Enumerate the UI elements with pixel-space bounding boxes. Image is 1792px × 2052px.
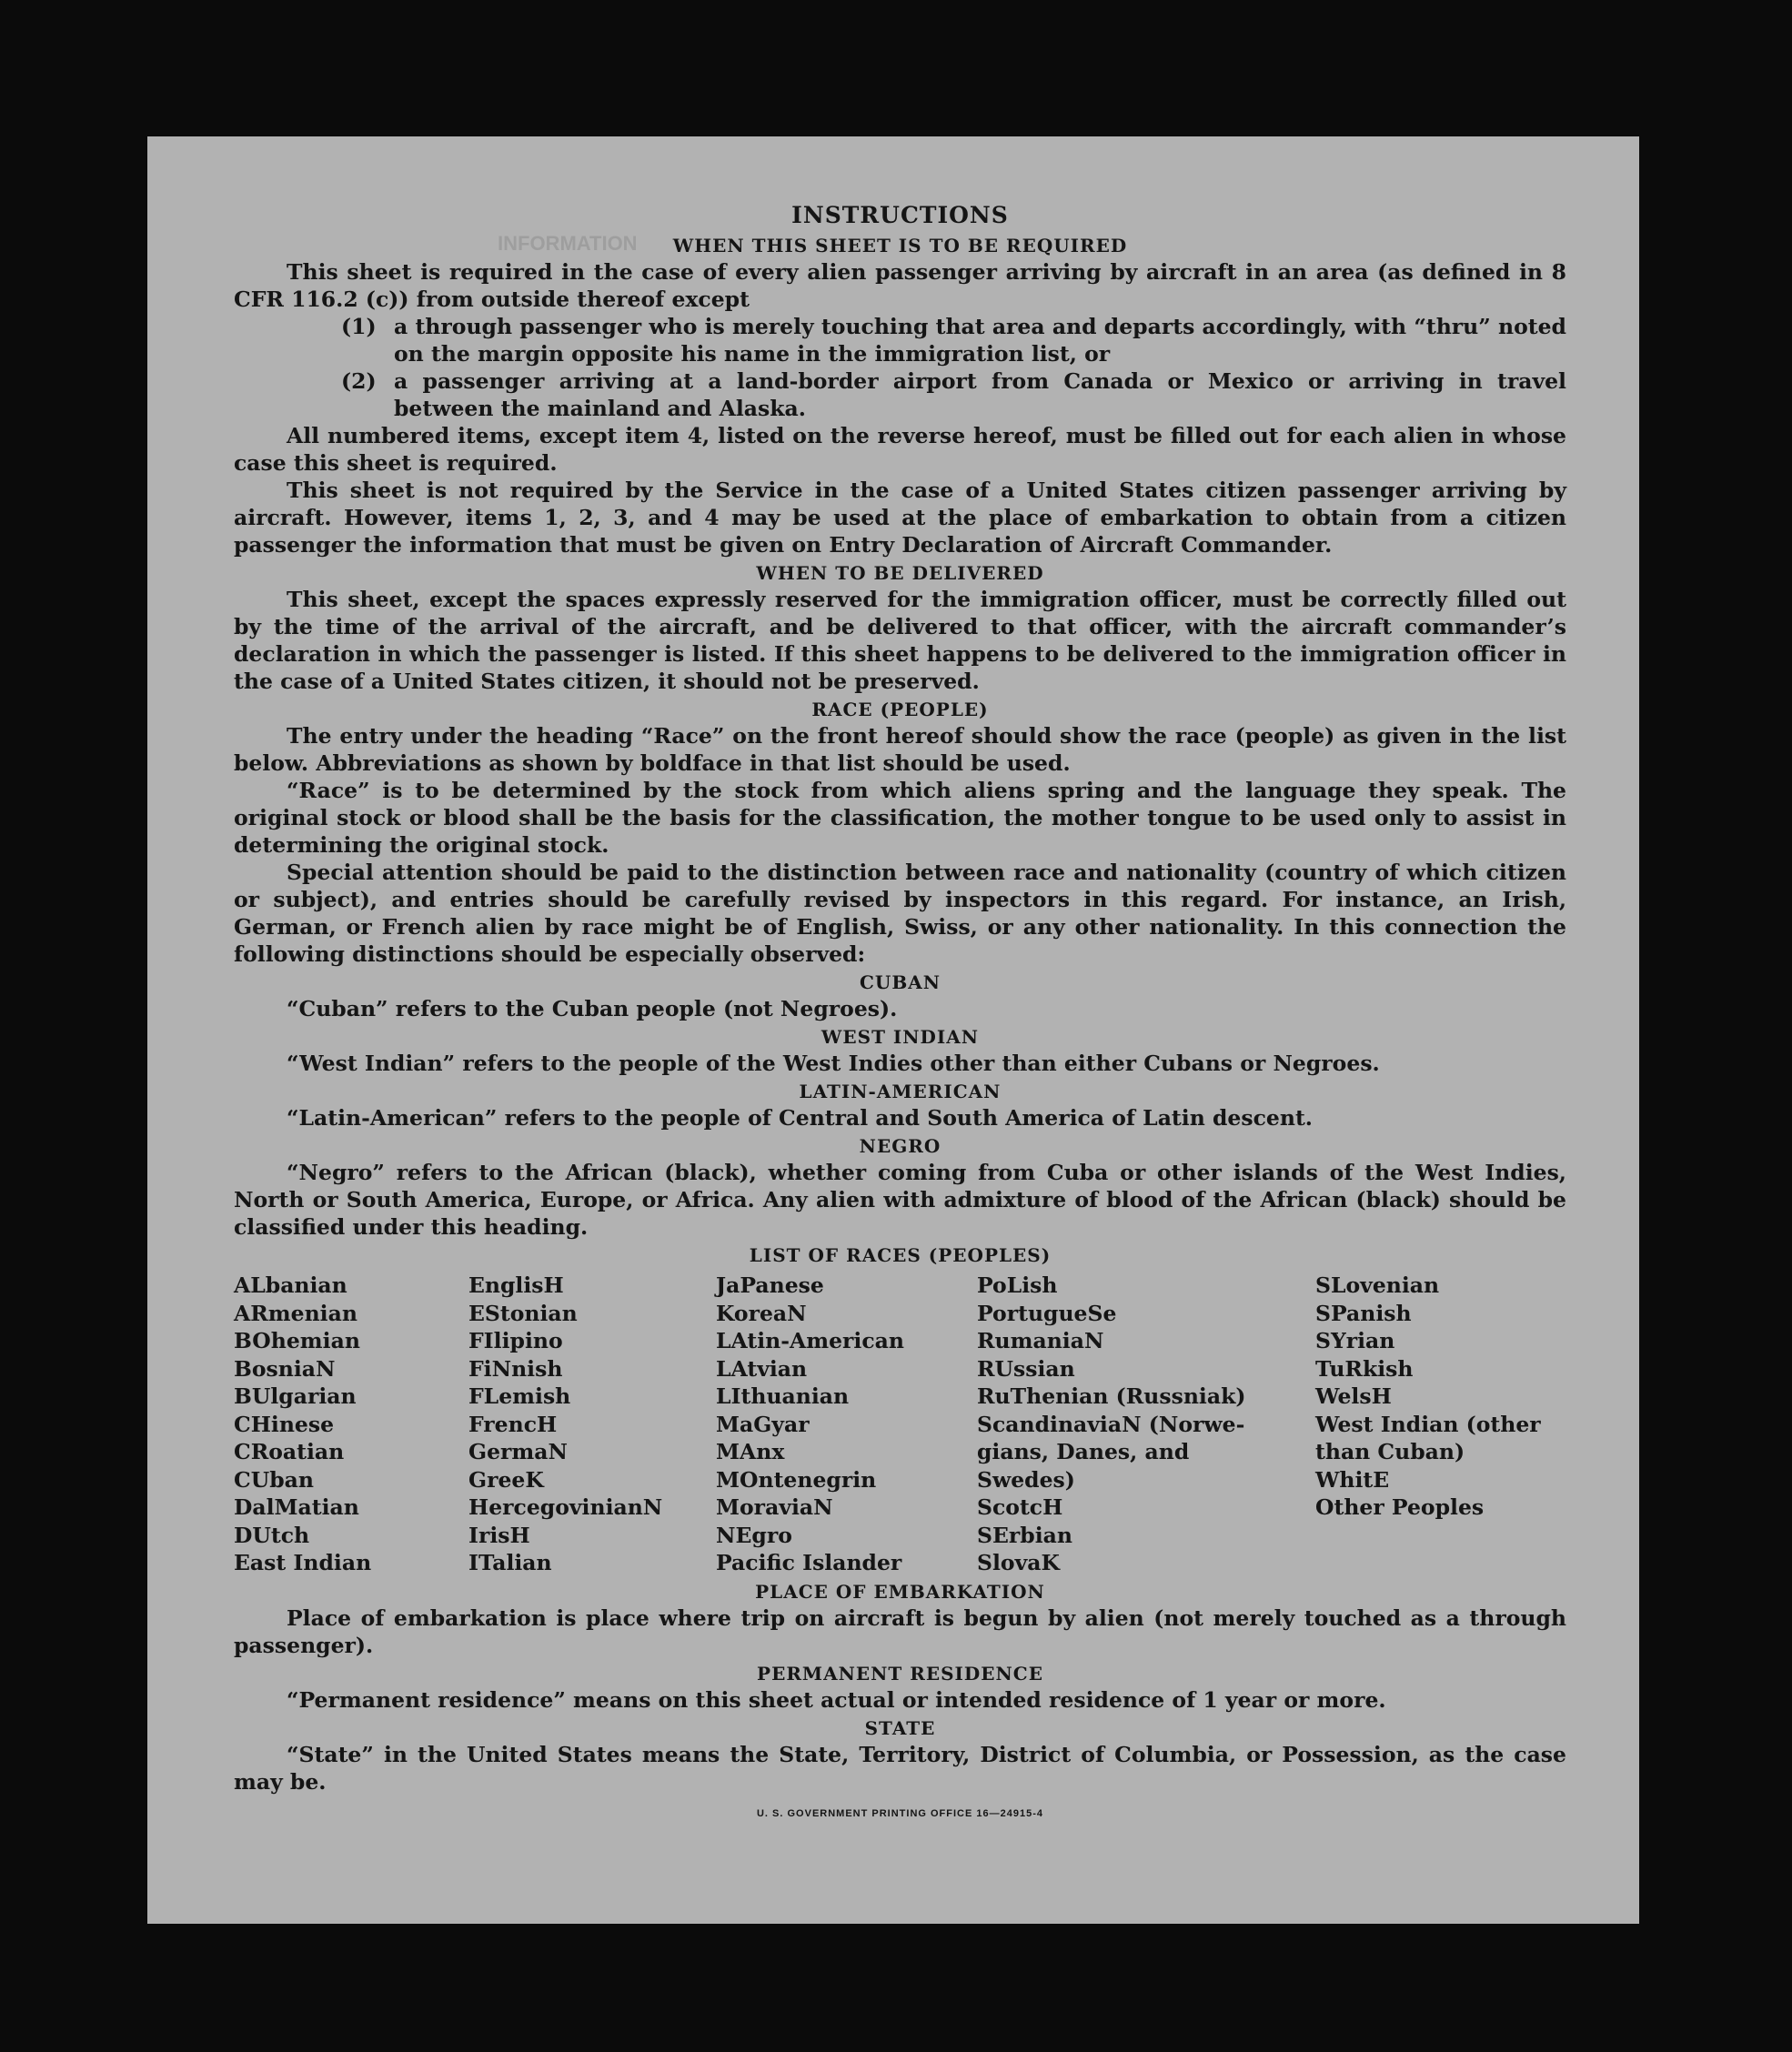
race-entry: LIthuanian xyxy=(716,1383,850,1409)
race-entry: GreeK xyxy=(468,1466,544,1493)
race-entry: PoLish xyxy=(977,1272,1058,1298)
race-entry: SYrian xyxy=(1315,1328,1395,1353)
exception-number: (2) xyxy=(341,368,377,394)
race-entry: SErbian xyxy=(977,1522,1072,1548)
race-entry: ScandinaviaN (Norwe- gians, Danes, and Swedes) xyxy=(977,1411,1245,1493)
race-column xyxy=(234,1272,468,1577)
race-entry: LAtvian xyxy=(716,1355,808,1382)
race-entry: IrisH xyxy=(468,1522,530,1548)
section-heading-negro: NEGRO xyxy=(859,1135,941,1157)
race-entry: HercegovinianN xyxy=(468,1494,663,1520)
definition-state: “State” in the United States means the State, Territory, District of Columbia, or Possession, as the case may be. xyxy=(234,1741,1566,1795)
race-entry: Pacific Islander xyxy=(716,1550,902,1575)
definition-negro: “Negro” refers to the African (black), whether coming from Cuba or other islands of the West Indies, North or South America, Europe, or Africa. Any alien with admixture of blood of the African (black) should be classified under this heading. xyxy=(234,1160,1566,1240)
race-entry: MAnx xyxy=(716,1439,785,1464)
section-heading-state: STATE xyxy=(864,1716,936,1739)
exception-number: (1) xyxy=(341,314,377,339)
race-entry: MoraviaN xyxy=(716,1494,833,1520)
exception-item-2 xyxy=(234,367,1566,422)
race-entry: CHinese xyxy=(234,1411,335,1437)
race-entry: Other Peoples xyxy=(1315,1494,1485,1520)
race-entry: ITalian xyxy=(468,1550,552,1575)
race-entry: EStonian xyxy=(468,1300,578,1326)
race-column xyxy=(716,1272,977,1577)
race-entry: DalMatian xyxy=(234,1494,359,1520)
exception-text: a through passenger who is merely touching that area and departs accordingly, with “thru” noted on the margin opposite his name in the immigration list, or xyxy=(394,314,1566,367)
race-entry: JaPanese xyxy=(716,1272,824,1298)
race-entry: West Indian (other than Cuban) xyxy=(1315,1411,1541,1464)
page-title: INSTRUCTIONS xyxy=(791,202,1009,228)
race-entry: CUban xyxy=(234,1466,314,1493)
race-column xyxy=(1315,1272,1566,1577)
paragraph-numbered-items: All numbered items, except item 4, listed on the reverse hereof, must be filled out for each alien in whose case this sheet is required. xyxy=(234,423,1566,476)
paragraph-citizen: This sheet is not required by the Service in the case of a United States citizen passenger arriving by aircraft. However, items 1, 2, 3, and 4 may be used at the place of embarkation to obtain from a citizen passenger the information that must be given on Entry Declaration of Aircraft Commander. xyxy=(234,478,1566,558)
section-heading-cuban: CUBAN xyxy=(859,971,941,993)
section-heading-west-indian: WEST INDIAN xyxy=(820,1026,980,1048)
race-entry: ALbanian xyxy=(234,1272,347,1298)
race-entry: SPanish xyxy=(1315,1300,1412,1326)
instruction-sheet xyxy=(147,136,1639,1924)
paragraph-delivery: This sheet, except the spaces expressly reserved for the immigration officer, must be correctly filled out by the time of the arrival of the aircraft, and be delivered to that officer, with the aircraft commander’s declaration in which the passenger is listed. If this sheet happens to be delivered to the immigration officer in the case of a United States citizen, it should not be preserved. xyxy=(234,587,1566,694)
race-entry: East Indian xyxy=(234,1550,372,1575)
paragraph-race-entry: The entry under the heading “Race” on the front hereof should show the race (people) as given in the list below. Abbreviations as shown by boldface in that list should be used. xyxy=(234,723,1566,776)
race-entry: CRoatian xyxy=(234,1439,345,1464)
race-entry: GermaN xyxy=(468,1439,568,1464)
race-entry: BosniaN xyxy=(234,1355,336,1382)
race-entry: NEgro xyxy=(716,1522,792,1548)
race-entry: WhitE xyxy=(1315,1466,1390,1493)
section-heading-delivered: WHEN TO BE DELIVERED xyxy=(756,562,1044,584)
required-intro: This sheet is required in the case of every alien passenger arriving by aircraft in an area (as defined in 8 CFR 116.2 (c)) from outside thereof except xyxy=(234,259,1566,312)
section-heading-race: RACE (PEOPLE) xyxy=(811,699,989,720)
race-entry: PortugueSe xyxy=(977,1300,1117,1326)
paragraph-race-nationality: Special attention should be paid to the distinction between race and nationality (country of which citizen or subject), and entries should be carefully revised by inspectors in this regard. For instance, an Irish, German, or French alien by race might be of English, Swiss, or any other nationality. In this connection the following distinctions should be especially observed: xyxy=(234,860,1566,967)
exception-text: a passenger arriving at a land-border airport from Canada or Mexico or arriving in travel between the mainland and Alaska. xyxy=(394,368,1566,421)
definition-residence: “Permanent residence” means on this sheet actual or intended residence of 1 year or more. xyxy=(287,1686,1386,1713)
race-entry: FiNnish xyxy=(468,1355,563,1382)
race-entry: EnglisH xyxy=(468,1272,564,1298)
race-entry: ARmenian xyxy=(234,1300,357,1326)
section-heading-latin-american: LATIN-AMERICAN xyxy=(799,1081,1002,1102)
race-entry: BOhemian xyxy=(234,1328,360,1353)
section-heading-race-list: LIST OF RACES (PEOPLES) xyxy=(749,1244,1052,1266)
race-entry: MOntenegrin xyxy=(716,1466,877,1493)
printer-imprint: U. S. GOVERNMENT PRINTING OFFICE 16—24915-4 xyxy=(756,1807,1043,1819)
race-entry: RuThenian (Russniak) xyxy=(977,1383,1246,1409)
race-entry: RumaniaN xyxy=(977,1328,1104,1353)
race-list xyxy=(234,1272,1566,1577)
race-entry: TuRkish xyxy=(1315,1355,1414,1382)
race-entry: BUlgarian xyxy=(234,1383,357,1409)
exception-item-1 xyxy=(234,313,1566,367)
definition-west-indian: “West Indian” refers to the people of the West Indies other than either Cubans or Negroes. xyxy=(287,1051,1380,1076)
race-entry: WelsH xyxy=(1315,1383,1392,1409)
race-column xyxy=(468,1272,716,1577)
race-entry: FrencH xyxy=(468,1411,558,1437)
race-entry: ScotcH xyxy=(977,1494,1063,1520)
section-heading-required: WHEN THIS SHEET IS TO BE REQUIRED xyxy=(672,235,1128,256)
race-entry: DUtch xyxy=(234,1522,310,1548)
race-entry: FLemish xyxy=(468,1383,571,1409)
section-heading-residence: PERMANENT RESIDENCE xyxy=(757,1662,1043,1685)
race-entry: RUssian xyxy=(977,1355,1075,1382)
definition-cuban: “Cuban” refers to the Cuban people (not Negroes). xyxy=(287,996,898,1021)
paragraph-race-stock: “Race” is to be determined by the stock from which aliens spring and the language they speak. The original stock or blood shall be the basis for the classification, the mother tongue to be used only to assist in determining the original stock. xyxy=(234,778,1566,858)
definition-embarkation: Place of embarkation is place where trip on aircraft is begun by alien (not merely touched as a through passenger). xyxy=(234,1604,1566,1658)
race-column xyxy=(977,1272,1315,1577)
bleed-through-text: INFORMATION xyxy=(498,232,638,255)
race-entry: LAtin-American xyxy=(716,1328,904,1353)
race-entry: MaGyar xyxy=(716,1411,810,1437)
race-entry: KoreaN xyxy=(716,1300,807,1326)
race-entry: SlovaK xyxy=(977,1550,1060,1575)
section-heading-embarkation: PLACE OF EMBARKATION xyxy=(755,1580,1045,1603)
definition-latin-american: “Latin-American” refers to the people of Central and South America of Latin descent. xyxy=(287,1105,1313,1131)
race-entry: FIlipino xyxy=(468,1328,563,1353)
race-entry: SLovenian xyxy=(1315,1272,1440,1298)
